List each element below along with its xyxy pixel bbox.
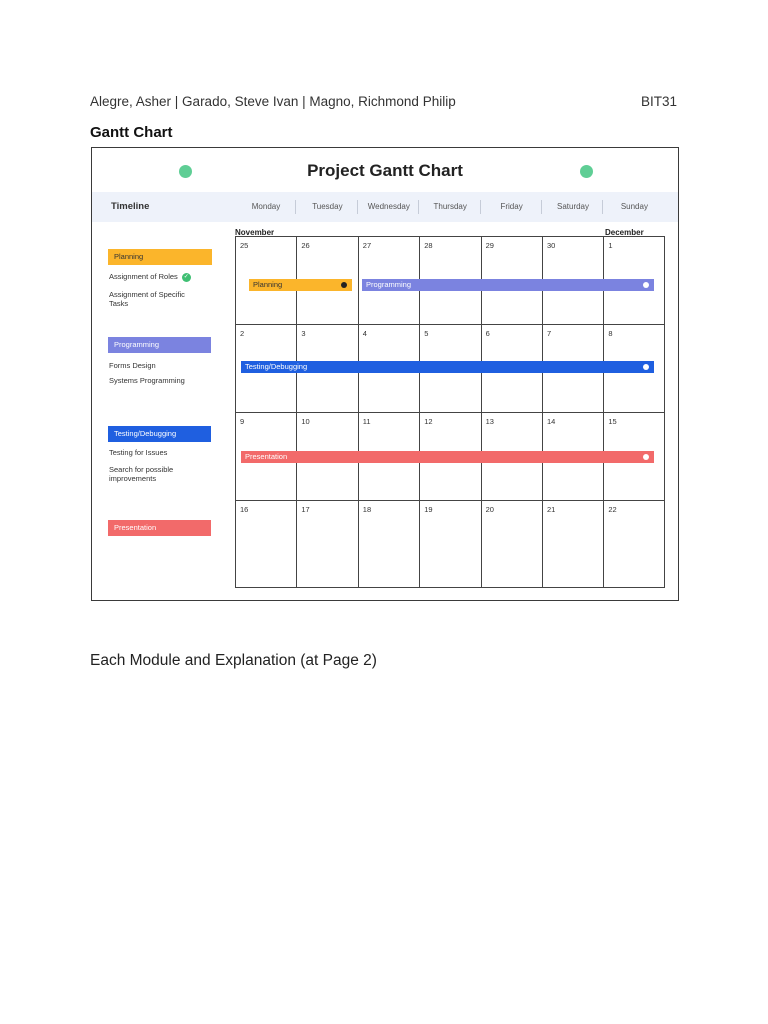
phase-task [109, 361, 156, 370]
date-number: 7 [547, 329, 552, 338]
author-names: Alegre, Asher | Garado, Steve Ivan | Magno, Richmond Philip [90, 94, 456, 109]
calendar-cell [542, 500, 603, 588]
gantt-bar-programming [362, 279, 654, 291]
date-number: 27 [362, 241, 372, 250]
gantt-bar-testing-debugging [241, 361, 654, 373]
date-number: 19 [424, 505, 433, 514]
date-number: 5 [424, 329, 429, 338]
month-label-november: November [235, 228, 275, 237]
date-number: 3 [301, 329, 306, 338]
day-header-wednesday: Wednesday [367, 202, 410, 211]
date-number: 14 [547, 417, 556, 426]
date-number: 28 [424, 241, 433, 250]
day-separator [418, 200, 419, 214]
timeline-header [92, 192, 678, 222]
date-number: 10 [301, 417, 310, 426]
date-number: 22 [608, 505, 617, 514]
day-header-thursday: Thursday [433, 202, 467, 211]
calendar-cell [296, 500, 357, 588]
timeline-label: Timeline [111, 201, 150, 212]
day-separator [602, 200, 603, 214]
date-number: 6 [485, 329, 490, 338]
gantt-bar-presentation [241, 451, 654, 463]
gantt-bar-label: Presentation [245, 452, 288, 461]
date-number: 8 [608, 329, 613, 338]
section-code: BIT31 [641, 94, 678, 109]
date-number: 11 [362, 417, 371, 426]
day-separator [480, 200, 481, 214]
date-number: 18 [362, 505, 372, 514]
date-number: 12 [424, 417, 433, 426]
section-link-text: Each Module and Explanation (at Page 2) [90, 652, 377, 669]
date-number: 25 [240, 241, 249, 250]
gantt-bar-planning [249, 279, 352, 291]
phase-task-label: Search for possible improvements [109, 465, 174, 483]
calendar-cell [358, 500, 419, 588]
milestone-dot [341, 282, 347, 288]
date-number: 17 [301, 505, 310, 514]
check-icon: ✓ [183, 273, 189, 280]
phase-tag-testing-debugging: Testing/Debugging [108, 426, 211, 442]
day-separator [295, 200, 296, 214]
day-separator [541, 200, 542, 214]
phase-task-label: Testing for Issues [109, 448, 168, 457]
date-number: 21 [547, 505, 556, 514]
calendar-cell [419, 500, 480, 588]
phase-task [109, 272, 191, 282]
phase-task [109, 290, 199, 308]
phase-tag-programming: Programming [108, 337, 211, 353]
gantt-bar-label: Programming [366, 280, 412, 289]
milestone-dot [643, 454, 649, 460]
date-number: 30 [547, 241, 556, 250]
day-header-monday: Monday [251, 202, 281, 211]
date-number: 9 [240, 417, 245, 426]
date-number: 20 [485, 505, 494, 514]
document-heading: Gantt Chart [90, 124, 173, 141]
milestone-dot [643, 364, 649, 370]
milestone-dot [643, 282, 649, 288]
calendar-cell [481, 500, 542, 588]
chart-title: Project Gantt Chart [307, 161, 463, 180]
phase-task [109, 448, 167, 457]
month-label-december: December [605, 228, 644, 237]
date-number: 16 [240, 505, 249, 514]
phase-task-label: Assignment of Roles [109, 272, 178, 281]
phase-tag-planning: Planning [108, 249, 212, 265]
day-header-sunday: Sunday [620, 202, 648, 211]
gantt-bar-label: Testing/Debugging [245, 362, 308, 371]
date-number: 29 [485, 241, 494, 250]
gantt-bar-label: Planning [253, 280, 283, 289]
gantt-chart-figure [91, 147, 679, 601]
phase-task-label: Forms Design [109, 361, 156, 370]
phase-task [109, 465, 199, 483]
calendar-cell [235, 500, 296, 588]
date-number: 4 [362, 329, 367, 338]
day-header-saturday: Saturday [556, 202, 590, 211]
phase-tag-presentation: Presentation [108, 520, 211, 536]
phase-task-label: Systems Programming [109, 376, 185, 385]
phase-task-label: Assignment of Specific Tasks [109, 290, 185, 308]
phase-task [109, 376, 185, 385]
date-number: 15 [608, 417, 617, 426]
day-header-friday: Friday [500, 202, 523, 211]
date-number: 2 [240, 329, 245, 338]
calendar-cell [603, 500, 664, 588]
date-number: 26 [301, 241, 310, 250]
day-separator [357, 200, 358, 214]
date-number: 13 [485, 417, 494, 426]
day-header-tuesday: Tuesday [312, 202, 343, 211]
date-number: 1 [608, 241, 613, 250]
